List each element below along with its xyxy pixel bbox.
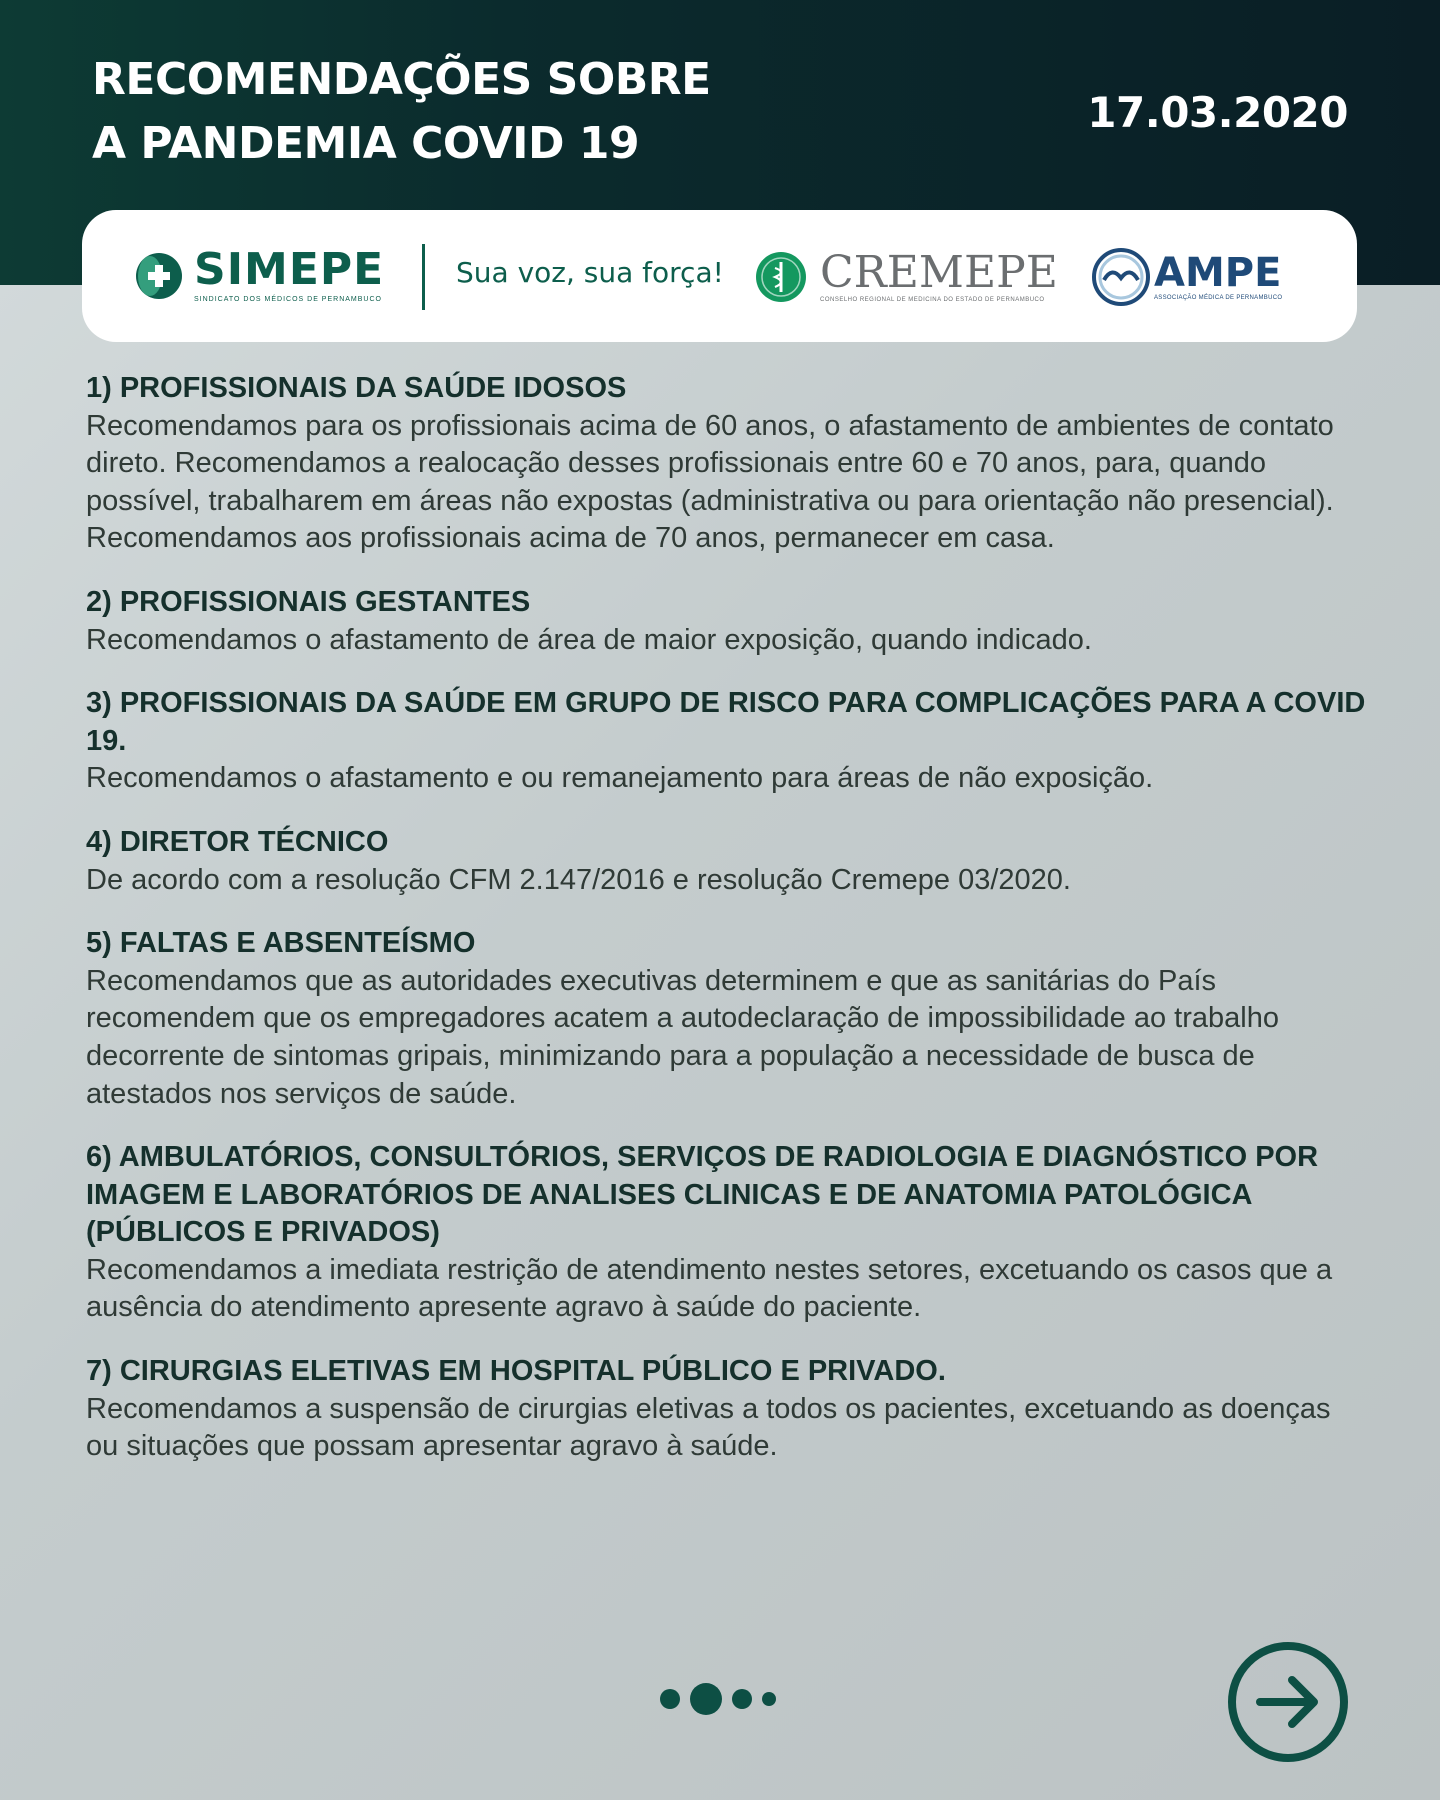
pager-dot-active[interactable] [690, 1683, 722, 1715]
section-title: 6) AMBULATÓRIOS, CONSULTÓRIOS, SERVIÇOS DE RADIOLOGIA E DIAGNÓSTICO POR IMAGEM E LABORATÓRIOS DE ANALISES CLINICAS E DE ANATOMIA PATOLÓGICA (PÚBLICOS E PRIVADOS) [86, 1141, 1319, 1249]
section-text: Recomendamos a suspensão de cirurgias eletivas a todos os pacientes, excetuando as doenças ou situações que possam apresentar agravo à saúde. [86, 1392, 1331, 1463]
section-text: Recomendamos que as autoridades executivas determinem e que as sanitárias do País recomendem que os empregadores acatem a autodeclaração de impossibilidade ao trabalho decorrente de sintomas gripais, minimizando para a população a necessidade de busca de atestados nos serviços de saúde. [86, 964, 1279, 1110]
simepe-logo [134, 244, 385, 303]
recommendation-section [86, 925, 1366, 1113]
recommendation-section [86, 1353, 1366, 1466]
section-text: Recomendamos o afastamento de área de maior exposição, quando indicado. [86, 623, 1092, 656]
pager-dot[interactable] [660, 1689, 680, 1709]
section-title: 7) CIRURGIAS ELETIVAS EM HOSPITAL PÚBLICO E PRIVADO. [86, 1355, 946, 1388]
caduceus-icon [754, 250, 808, 304]
cremepe-logo [754, 247, 1058, 304]
recommendation-section [86, 584, 1366, 659]
section-text: Recomendamos aos profissionais acima de 70 anos, permanecer em casa. [86, 522, 1055, 555]
pager-dot[interactable] [732, 1689, 752, 1709]
date-label: 17.03.2020 [1087, 88, 1348, 137]
page-title: RECOMENDAÇÕES SOBRE A PANDEMIA COVID 19 [92, 54, 711, 169]
cremepe-name: CREMEPE [820, 247, 1058, 298]
section-text: Recomendamos o afastamento e ou remanejamento para áreas de não exposição. [86, 762, 1154, 795]
simepe-name: SIMEPE [194, 244, 385, 295]
recommendation-section [86, 370, 1366, 558]
cremepe-subtitle: CONSELHO REGIONAL DE MEDICINA DO ESTADO DE PERNAMBUCO [820, 297, 1045, 303]
carousel-pager [660, 1683, 776, 1715]
section-text: De acordo com a resolução CFM 2.147/2016 e resolução Cremepe 03/2020. [86, 863, 1071, 896]
section-title: 4) DIRETOR TÉCNICO [86, 825, 389, 858]
pager-dot[interactable] [762, 1692, 776, 1706]
recommendation-section [86, 824, 1366, 899]
recommendation-section [86, 685, 1366, 798]
ampe-subtitle: ASSOCIAÇÃO MÉDICA DE PERNAMBUCO [1154, 295, 1283, 301]
section-title: 2) PROFISSIONAIS GESTANTES [86, 585, 531, 618]
section-title: 5) FALTAS E ABSENTEÍSMO [86, 927, 476, 960]
section-title: 1) PROFISSIONAIS DA SAÚDE IDOSOS [86, 372, 627, 404]
ampe-name: AMPE [1154, 250, 1282, 296]
recommendation-section [86, 1139, 1366, 1327]
arrow-right-circle-icon[interactable] [1226, 1640, 1350, 1764]
ampe-emblem-icon [1092, 248, 1150, 306]
section-text: Recomendamos para os profissionais acima de 60 anos, o afastamento de ambientes de contato direto. Recomendamos a realocação desses profissionais entre 60 e 70 anos, para, quando possível, trabalharem em áreas não expostas (administrativa ou para orientação não presencial). [86, 409, 1334, 517]
simepe-emblem-icon [134, 251, 184, 301]
section-text: Recomendamos a imediata restrição de atendimento nestes setores, excetuando os casos que a ausência do atendimento apresente agravo à saúde do paciente. [86, 1253, 1333, 1324]
logo-divider [422, 244, 425, 310]
recommendations-list [86, 370, 1366, 1492]
section-title: 3) PROFISSIONAIS DA SAÚDE EM GRUPO DE RISCO PARA COMPLICAÇÕES PARA A COVID 19. [86, 687, 1366, 757]
ampe-logo [1092, 248, 1282, 306]
simepe-subtitle: SINDICATO DOS MÉDICOS DE PERNAMBUCO [194, 296, 382, 303]
slogan: Sua voz, sua força! [456, 256, 724, 289]
partner-logos-card [82, 210, 1357, 342]
